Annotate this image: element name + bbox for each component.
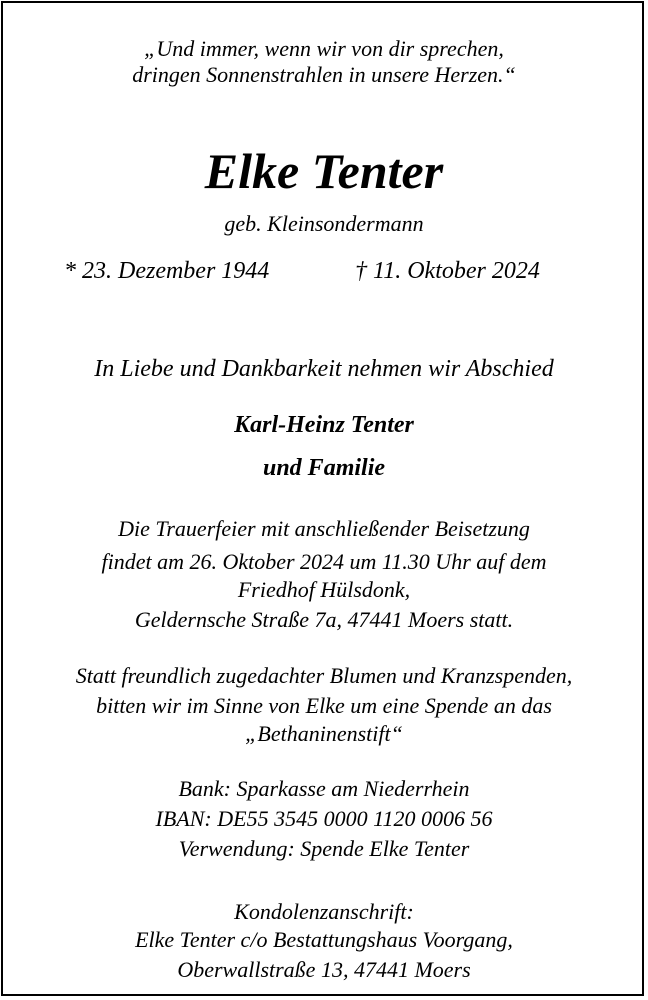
donation-line-2: bitten wir im Sinne von Elke um eine Spende an das — [96, 693, 552, 718]
bank-name: Bank: Sparkasse am Niederrhein — [178, 776, 470, 801]
service-line-1: Die Trauerfeier mit anschließender Beisetzung — [118, 516, 530, 541]
bank-iban: IBAN: DE55 3545 0000 1120 0006 56 — [155, 806, 493, 831]
donation-line-3: „Bethaninenstift“ — [245, 721, 403, 746]
born-name: geb. Kleinsondermann — [224, 211, 424, 236]
mourner-family: und Familie — [262, 455, 386, 481]
deceased-name: Elke Tenter — [204, 143, 444, 199]
birth-date: * 23. Dezember 1944 — [64, 258, 270, 284]
condolence-address-2: Oberwallstraße 13, 47441 Moers — [177, 957, 471, 982]
life-dates — [0, 256, 648, 286]
mourner-name: Karl-Heinz Tenter — [234, 412, 414, 438]
service-line-2: findet am 26. Oktober 2024 um 11.30 Uhr auf dem — [101, 549, 547, 574]
condolence-heading: Kondolenzanschrift: — [234, 899, 414, 924]
donation-line-1: Statt freundlich zugedachter Blumen und Kranzspenden, — [75, 663, 573, 688]
death-date: † 11. Oktober 2024 — [355, 258, 540, 284]
quote-line-2: dringen Sonnenstrahlen in unsere Herzen.“ — [132, 62, 516, 87]
bank-reference: Verwendung: Spende Elke Tenter — [178, 836, 470, 861]
farewell-text: In Liebe und Dankbarkeit nehmen wir Abschied — [94, 356, 554, 382]
service-line-4: Geldernsche Straße 7a, 47441 Moers statt. — [134, 607, 514, 632]
condolence-address-1: Elke Tenter c/o Bestattungshaus Voorgang, — [135, 927, 513, 952]
quote-line-1: „Und immer, wenn wir von dir sprechen, — [144, 36, 504, 61]
service-line-3: Friedhof Hülsdonk, — [237, 577, 411, 602]
